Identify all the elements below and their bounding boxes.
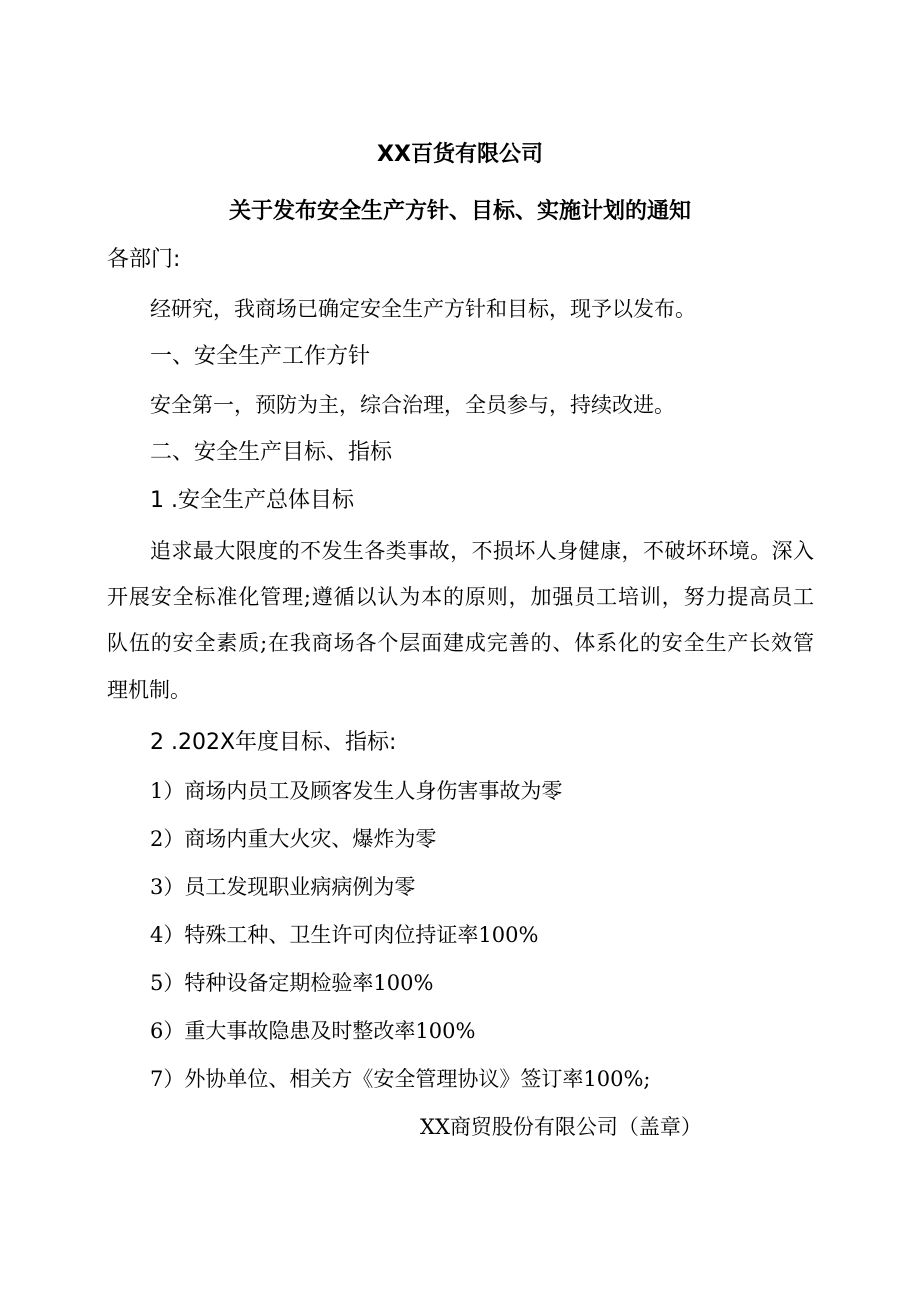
section1-heading: 一、安全生产工作方针 <box>150 344 371 369</box>
target-item-2: 2）商场内重大火灾、爆炸为零 <box>150 827 437 851</box>
target-item-5: 5）特种设备定期检验率100% <box>150 971 434 995</box>
section1-content: 安全第一，预防为主，综合治理，全员参与，持续改进。 <box>150 393 675 417</box>
subsection1-heading: 1 .安全生产总体目标 <box>150 488 354 513</box>
target-item-6: 6）重大事故隐患及时整改率100% <box>150 1019 476 1043</box>
target-item-7: 7）外协单位、相关方《安全管理协议》签订率100%; <box>150 1067 651 1091</box>
target-item-1: 1）商场内员工及顾客发生人身伤害事故为零 <box>150 779 563 803</box>
section2-heading: 二、安全生产目标、指标 <box>150 440 393 465</box>
paragraph-line-4: 理机制。 <box>107 678 191 702</box>
paragraph-line-3: 队伍的安全素质;在我商场各个层面建成完善的、体系化的安全生产长效管 <box>107 631 814 655</box>
paragraph-line-2: 开展安全标准化管理;遵循以认为本的原则，加强员工培训，努力提高员工 <box>107 585 814 609</box>
subsection2-heading: 2 .202X年度目标、指标: <box>150 730 397 755</box>
signature: XX商贸股份有限公司（盖章） <box>420 1115 702 1139</box>
company-name: XX百货有限公司 <box>377 142 543 167</box>
target-item-3: 3）员工发现职业病病例为零 <box>150 875 416 899</box>
intro-paragraph: 经研究，我商场已确定安全生产方针和目标，现予以发布。 <box>150 297 696 321</box>
document-title: 关于发布安全生产方针、目标、实施计划的通知 <box>228 199 691 224</box>
salutation: 各部门: <box>107 247 181 272</box>
target-item-4: 4）特殊工种、卫生许可肉位持证率100% <box>150 923 539 947</box>
paragraph-line-1: 追求最大限度的不发生各类事故，不损坏人身健康，不破坏环境。深入 <box>150 539 814 563</box>
